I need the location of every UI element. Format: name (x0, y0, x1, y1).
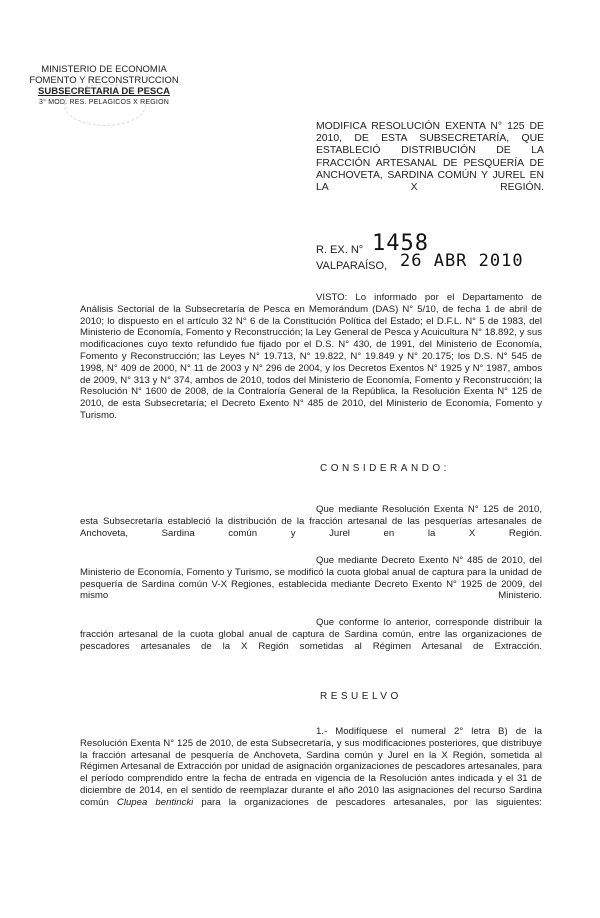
ministry-name-line-2: FOMENTO Y RECONSTRUCCION (29, 75, 179, 86)
species-name: Clupea bentincki (116, 796, 194, 808)
considerando-item-1: Que mediante Resolución Exenta N° 125 de 2010, esta Subsecretaría estableció la distribución de la fracción artesanal de las pesquerías artesanales de Anchoveta, Sardina común y Jurel en la X Región. (80, 504, 542, 539)
resuelvo-item-1-text-end: para la organizaciones de pescadores artesanales, por las siguientes: (193, 796, 542, 808)
date-stamp: 26 ABR 2010 (400, 251, 524, 271)
document-title: MODIFICA RESOLUCIÓN EXENTA N° 125 DE 2010, DE ESTA SUBSECRETARÍA, QUE ESTABLECIÓ DISTRIBUCIÓN DE LA FRACCIÓN ARTESANAL DE PESQUERÍA DE ANCHOVETA, SARDINA COMÚN Y JUREL EN LA X REGIÓN. (316, 121, 544, 194)
department-code: 3° MOD. RES. PELAGICOS X REGION (39, 99, 169, 106)
ministry-name: MINISTERIO DE ECONOMIA (41, 64, 167, 75)
considerando-item-3: Que conforme lo anterior, corresponde distribuir la fracción artesanal de la cuota global anual de captura de Sardina común, entre las organizaciones de pescadores artesanales de la X Región sometidas al Régimen Artesanal de Extracción. (80, 617, 542, 652)
official-seal-stamp (64, 84, 146, 126)
visto-paragraph: VISTO: Lo informado por el Departamento de Análisis Sectorial de la Subsecretaría de Pesca en Memorándum (DAS) N° 5/10, de fecha 1 de abril de 2010; lo dispuesto en el artículo 32 N° 6 de la Constitución Política del Estado; el D.F.L. N° 5 de 1983, del Ministerio de Economía, Fomento y Reconstrucción; la Ley General de Pesca y Acuicultura N° 18.892, y sus modificaciones cuyo texto refundido fue fijado por el D.S. N° 430, de 1991, del Ministerio de Economía, Fomento y Reconstrucción; las Leyes N° 19.713, N° 19.822, N° 19.849 y N° 20.175; los D.S. N° 545 de 1998, N° 409 de 2000, N° 11 de 2003 y N° 296 de 2004, y los Decretos Exentos N° 1925 y N° 1987, ambos de 2009, N° 313 y N° 374, ambos de 2010, todos del Ministerio de Economía, Fomento y Reconstrucción; la Resolución N° 1600 de 2008, de la Contraloría General de la República, la Resolución Exenta N° 125 de 2010, de esta Subsecretaría; el Decreto Exento N° 485 de 2010, del Ministerio de Economía, Fomento y Turismo. (80, 292, 542, 421)
subsecretaria-name: SUBSECRETARIA DE PESCA (38, 86, 170, 97)
place-label: VALPARAÍSO, (316, 260, 388, 272)
resolution-number-label: R. EX. N° (316, 244, 364, 256)
resuelvo-item-1-text: 1.- Modifíquese el numeral 2° letra B) de la Resolución Exenta N° 125 de 2010, de esta Subsecretaría, y sus modificaciones posteriores, que distribuye la fracción artesanal de pesquería de Anchoveta, Sardina común y Jurel en la X Región, sometida al Régimen Artesanal de Extracción por unidad de asignación organizaciones de pescadores artesanales, para el período comprendido entre la fecha de entrada en vigencia de la Resolución antes indicada y el 31 de diciembre de 2014, en el sentido de reemplazar durante el año 2010 las asignaciones del recurso Sardina común (80, 726, 542, 808)
resuelvo-heading: RESUELVO (320, 691, 402, 702)
considerando-heading: CONSIDERANDO: (320, 463, 450, 474)
resolution-number: 1458 (372, 231, 429, 256)
considerando-item-2: Que mediante Decreto Exento N° 485 de 2010, del Ministerio de Economía, Fomento y Turismo, se modificó la cuota global anual de captura para la unidad de pesquería de Sardina común V-X Regiones, establecida mediante Decreto Exento N° 1925 de 2009, del mismo Ministerio. (80, 555, 542, 602)
resuelvo-item-1 (80, 726, 542, 820)
